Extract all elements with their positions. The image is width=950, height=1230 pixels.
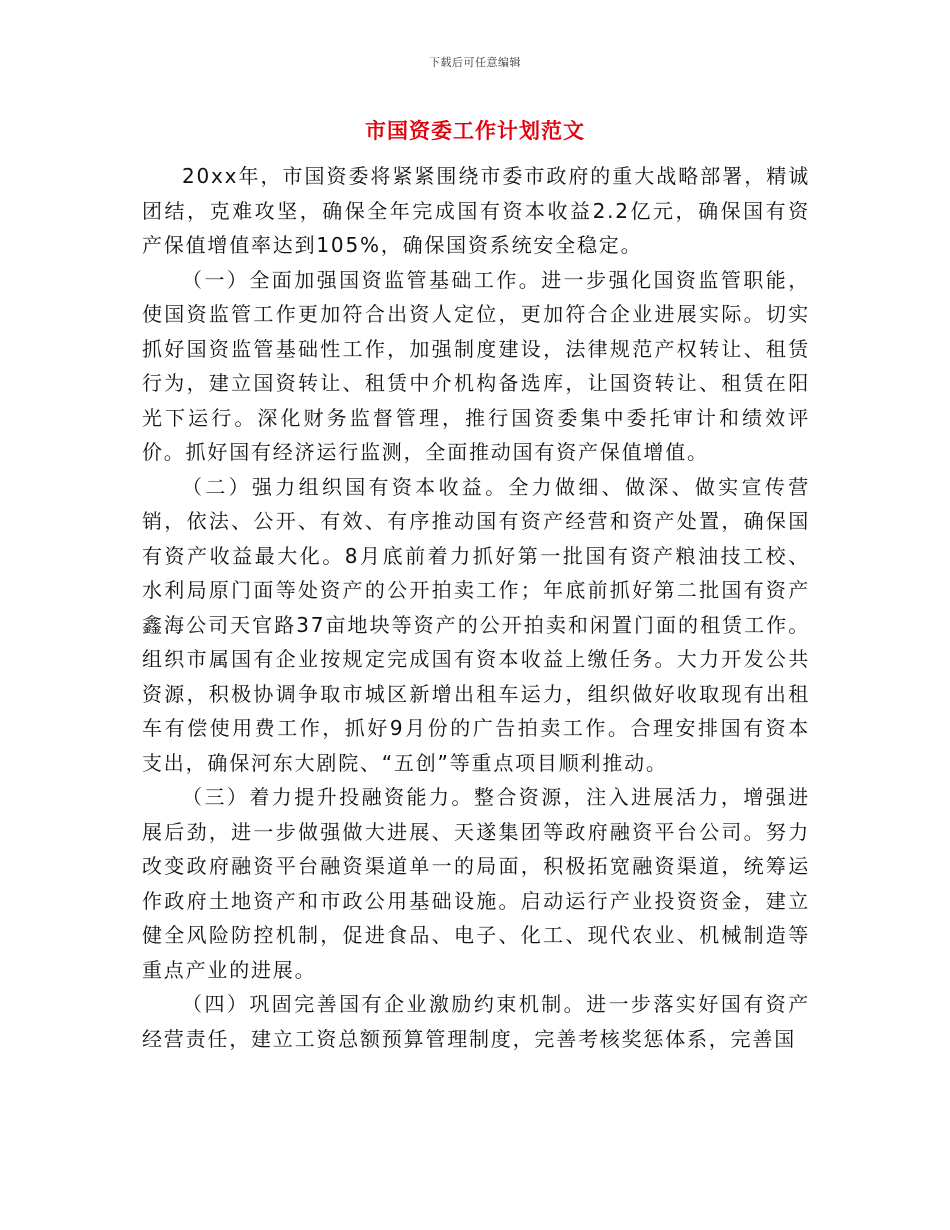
paragraph-section-3: （三）着力提升投融资能力。整合资源，注入进展活力，增强进展后劲，进一步做强做大进展、天遂集团等政府融资平台公司。努力改变政府融资平台融资渠道单一的局面，积极拓宽融资渠道，统筹运作政府土地资产和市政公用基础设施。启动运行产业投资资金，建立健全风险防控机制，促进食品、电子、化工、现代农业、机械制造等重点产业的进展。 xyxy=(142,785,810,982)
paragraph-section-1: （一）全面加强国资监管基础工作。进一步强化国资监管职能，使国资监管工作更加符合出资人定位，更加符合企业进展实际。切实抓好国资监管基础性工作，加强制度建设，法律规范产权转让、租赁行为，建立国资转让、租赁中介机构备选库，让国资转让、租赁在阳光下运行。深化财务监督管理，推行国资委集中委托审计和绩效评价。抓好国有经济运行监测，全面推动国有资产保值增值。 xyxy=(142,267,810,464)
document-title: 市国资委工作计划范文 xyxy=(365,119,585,143)
document-body xyxy=(142,159,810,1056)
paragraph-intro: 20xx年，市国资委将紧紧围绕市委市政府的重大战略部署，精诚团结，克难攻坚，确保全年完成国有资本收益2.2亿元，确保国有资产保值增值率达到105%，确保国资系统安全稳定。 xyxy=(142,164,810,257)
paragraph-section-4: （四）巩固完善国有企业激励约束机制。进一步落实好国有资产经营责任，建立工资总额预算管理制度，完善考核奖惩体系，完善国 xyxy=(142,992,810,1051)
paragraph-section-2: （二）强力组织国有资本收益。全力做细、做深、做实宣传营销，依法、公开、有效、有序推动国有资产经营和资产处置，确保国有资产收益最大化。8月底前着力抓好第一批国有资产粮油技工校、水利局原门面等处资产的公开拍卖工作；年底前抓好第二批国有资产鑫海公司天官路37亩地块等资产的公开拍卖和闲置门面的租赁工作。组织市属国有企业按规定完成国有资本收益上缴任务。大力开发公共资源，积极协调争取市城区新增出租车运力，组织做好收取现有出租车有偿使用费工作，抓好9月份的广告拍卖工作。合理安排国有资本支出，确保河东大剧院、“五创”等重点项目顺利推动。 xyxy=(142,474,810,775)
header-note: 下载后可任意编辑 xyxy=(429,56,521,69)
